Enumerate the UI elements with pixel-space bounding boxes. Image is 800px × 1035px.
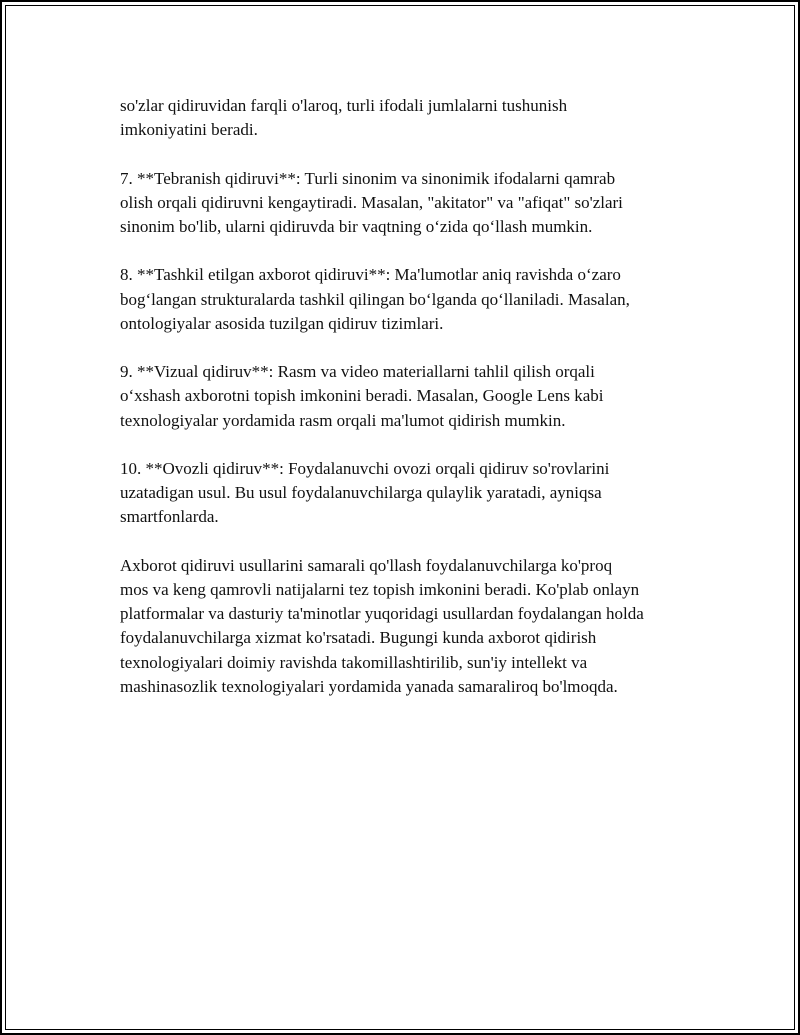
paragraph-item-8: 8. **Tashkil etilgan axborot qidiruvi**: Ma'lumotlar aniq ravishda o‘zaro bog‘langan strukturalarda tashkil qilingan bo‘lganda qo‘llaniladi. Masalan, ontologiyalar asosida tuzilgan qidiruv tizimlari.: [120, 265, 630, 333]
paragraph-conclusion: Axborot qidiruvi usullarini samarali qo'llash foydalanuvchilarga ko'proq mos va keng qamrovli natijalarni tez topish imkonini beradi. Ko'plab onlayn platformalar va dasturiy ta'minotlar yuqoridagi usullardan foydalangan holda foydalanuvchilarga xizmat ko'rsatadi. Bugungi kunda axborot qidirish texnologiyalari doimiy ravishda takomillashtirilib, sun'iy intellekt va mashinasozlik texnologiyalari yordamida yanada samaraliroq bo'lmoqda.: [120, 555, 644, 696]
paragraph-item-7: 7. **Tebranish qidiruvi**: Turli sinonim va sinonimik ifodalarni qamrab olish orqali qidiruvni kengaytiradi. Masalan, "akitator" va "afiqat" so'zlari sinonim bo'lib, ularni qidiruvda bir vaqtning o‘zida qo‘llash mumkin.: [120, 168, 623, 236]
paragraph-item-9: 9. **Vizual qidiruv**: Rasm va video materiallarni tahlil qilish orqali o‘xshash axborotni topish imkonini beradi. Masalan, Google Lens kabi texnologiyalar yordamida rasm orqali ma'lumot qidirish mumkin.: [120, 362, 604, 430]
document-body: [120, 94, 720, 723]
paragraph-item-10: 10. **Ovozli qidiruv**: Foydalanuvchi ovozi orqali qidiruv so'rovlarini uzatadigan usul. Bu usul foydalanuvchilarga qulaylik yaratadi, ayniqsa smartfonlarda.: [120, 458, 610, 527]
paragraph-continuation: so'zlar qidiruvidan farqli o'laroq, turli ifodali jumlalarni tushunish imkoniyatini beradi.: [120, 96, 568, 140]
